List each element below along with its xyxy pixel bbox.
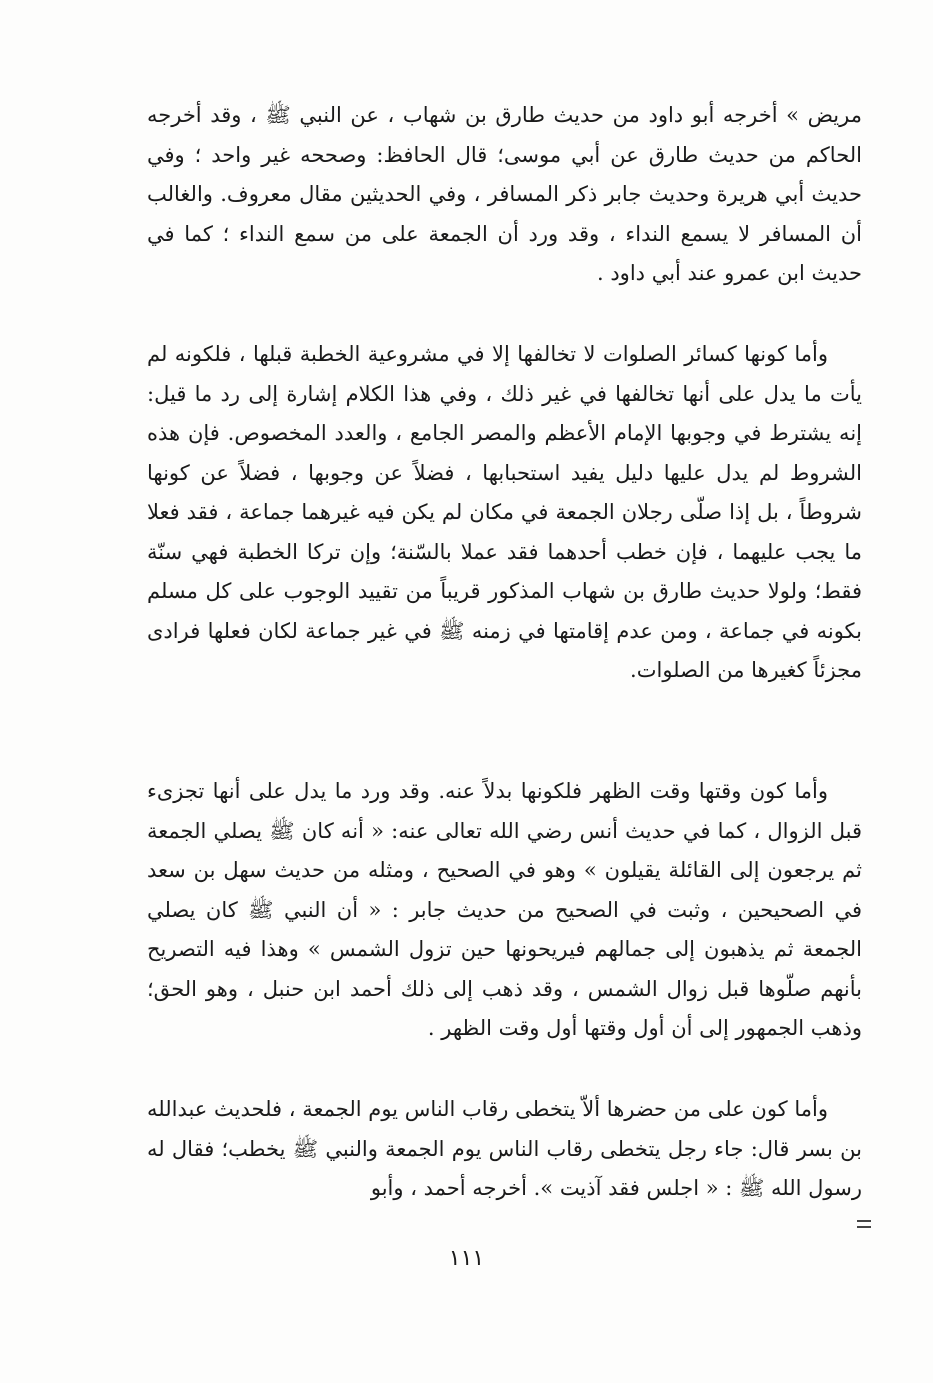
page-number: ١١١	[448, 1246, 485, 1271]
paragraph-3: وأما كون وقتها وقت الظهر فلكونها بدلاً عنه. وقد ورد ما يدل على أنها تجزىء قبل الزوال ، كما في حديث أنس رضي الله تعالى عنه: « أنه كان ﷺ يصلي الجمعة ثم يرجعون إلى القائلة يقيلون » وهو في الصحيح ، ومثله من حديث سهل بن سعد في الصحيحين ، وثبت في الصحيح من حديث جابر : « أن النبي ﷺ كان يصلي الجمعة ثم يذهبون إلى جمالهم فيريحونها حين تزول الشمس » وهذا فيه التصريح بأنهم صلّوها قبل زوال الشمس ، وقد ذهب إلى ذلك أحمد ابن حنبل ، وهو الحق؛ وذهب الجمهور إلى أن أول وقتها أول وقت الظهر .	[147, 779, 862, 1040]
paragraph-1-block	[147, 96, 862, 294]
continuation-mark	[857, 1220, 871, 1228]
paragraph-3-block	[147, 772, 862, 1049]
paragraph-1: مريض » أخرجه أبو داود من حديث طارق بن شهاب ، عن النبي ﷺ ، وقد أخرجه الحاكم من حديث طارق عن أبي موسى؛ قال الحافظ: وصححه غير واحد ؛ وفي حديث أبي هريرة وحديث جابر ذكر المسافر ، وفي الحديثين مقال معروف. والغالب أن المسافر لا يسمع النداء ، وقد ورد أن الجمعة على من سمع النداء ؛ كما في حديث ابن عمرو عند أبي داود .	[147, 103, 862, 285]
paragraph-2-block	[147, 335, 862, 691]
paragraph-4: وأما كون على من حضرها ألاّ يتخطى رقاب الناس يوم الجمعة ، فلحديث عبدالله بن بسر قال: جاء رجل يتخطى رقاب الناس يوم الجمعة والنبي ﷺ يخطب؛ فقال له رسول الله ﷺ : « اجلس فقد آذيت ». أخرجه أحمد ، وأبو	[147, 1097, 862, 1200]
paragraph-4-block	[147, 1090, 862, 1209]
paragraph-2: وأما كونها كسائر الصلوات لا تخالفها إلا في مشروعية الخطبة قبلها ، فلكونه لم يأت ما يدل على أنها تخالفها في غير ذلك ، وفي هذا الكلام إشارة إلى رد ما قيل: إنه يشترط في وجوبها الإمام الأعظم والمصر الجامع ، والعدد المخصوص. فإن هذه الشروط لم يدل عليها دليل يفيد استحبابها ، فضلاً عن وجوبها ، فضلاً عن كونها شروطاً ، بل إذا صلّى رجلان الجمعة في مكان لم يكن فيه غيرهما جماعة ، فقد فعلا ما يجب عليهما ، فإن خطب أحدهما فقد عملا بالسّنة؛ وإن تركا الخطبة فهي سنّة فقط؛ ولولا حديث طارق بن شهاب المذكور قريباً من تقييد الوجوب على كل مسلم بكونه في جماعة ، ومن عدم إقامتها في زمنه ﷺ في غير جماعة لكان فعلها فرادى مجزئاً كغيرها من الصلوات.	[147, 342, 862, 682]
